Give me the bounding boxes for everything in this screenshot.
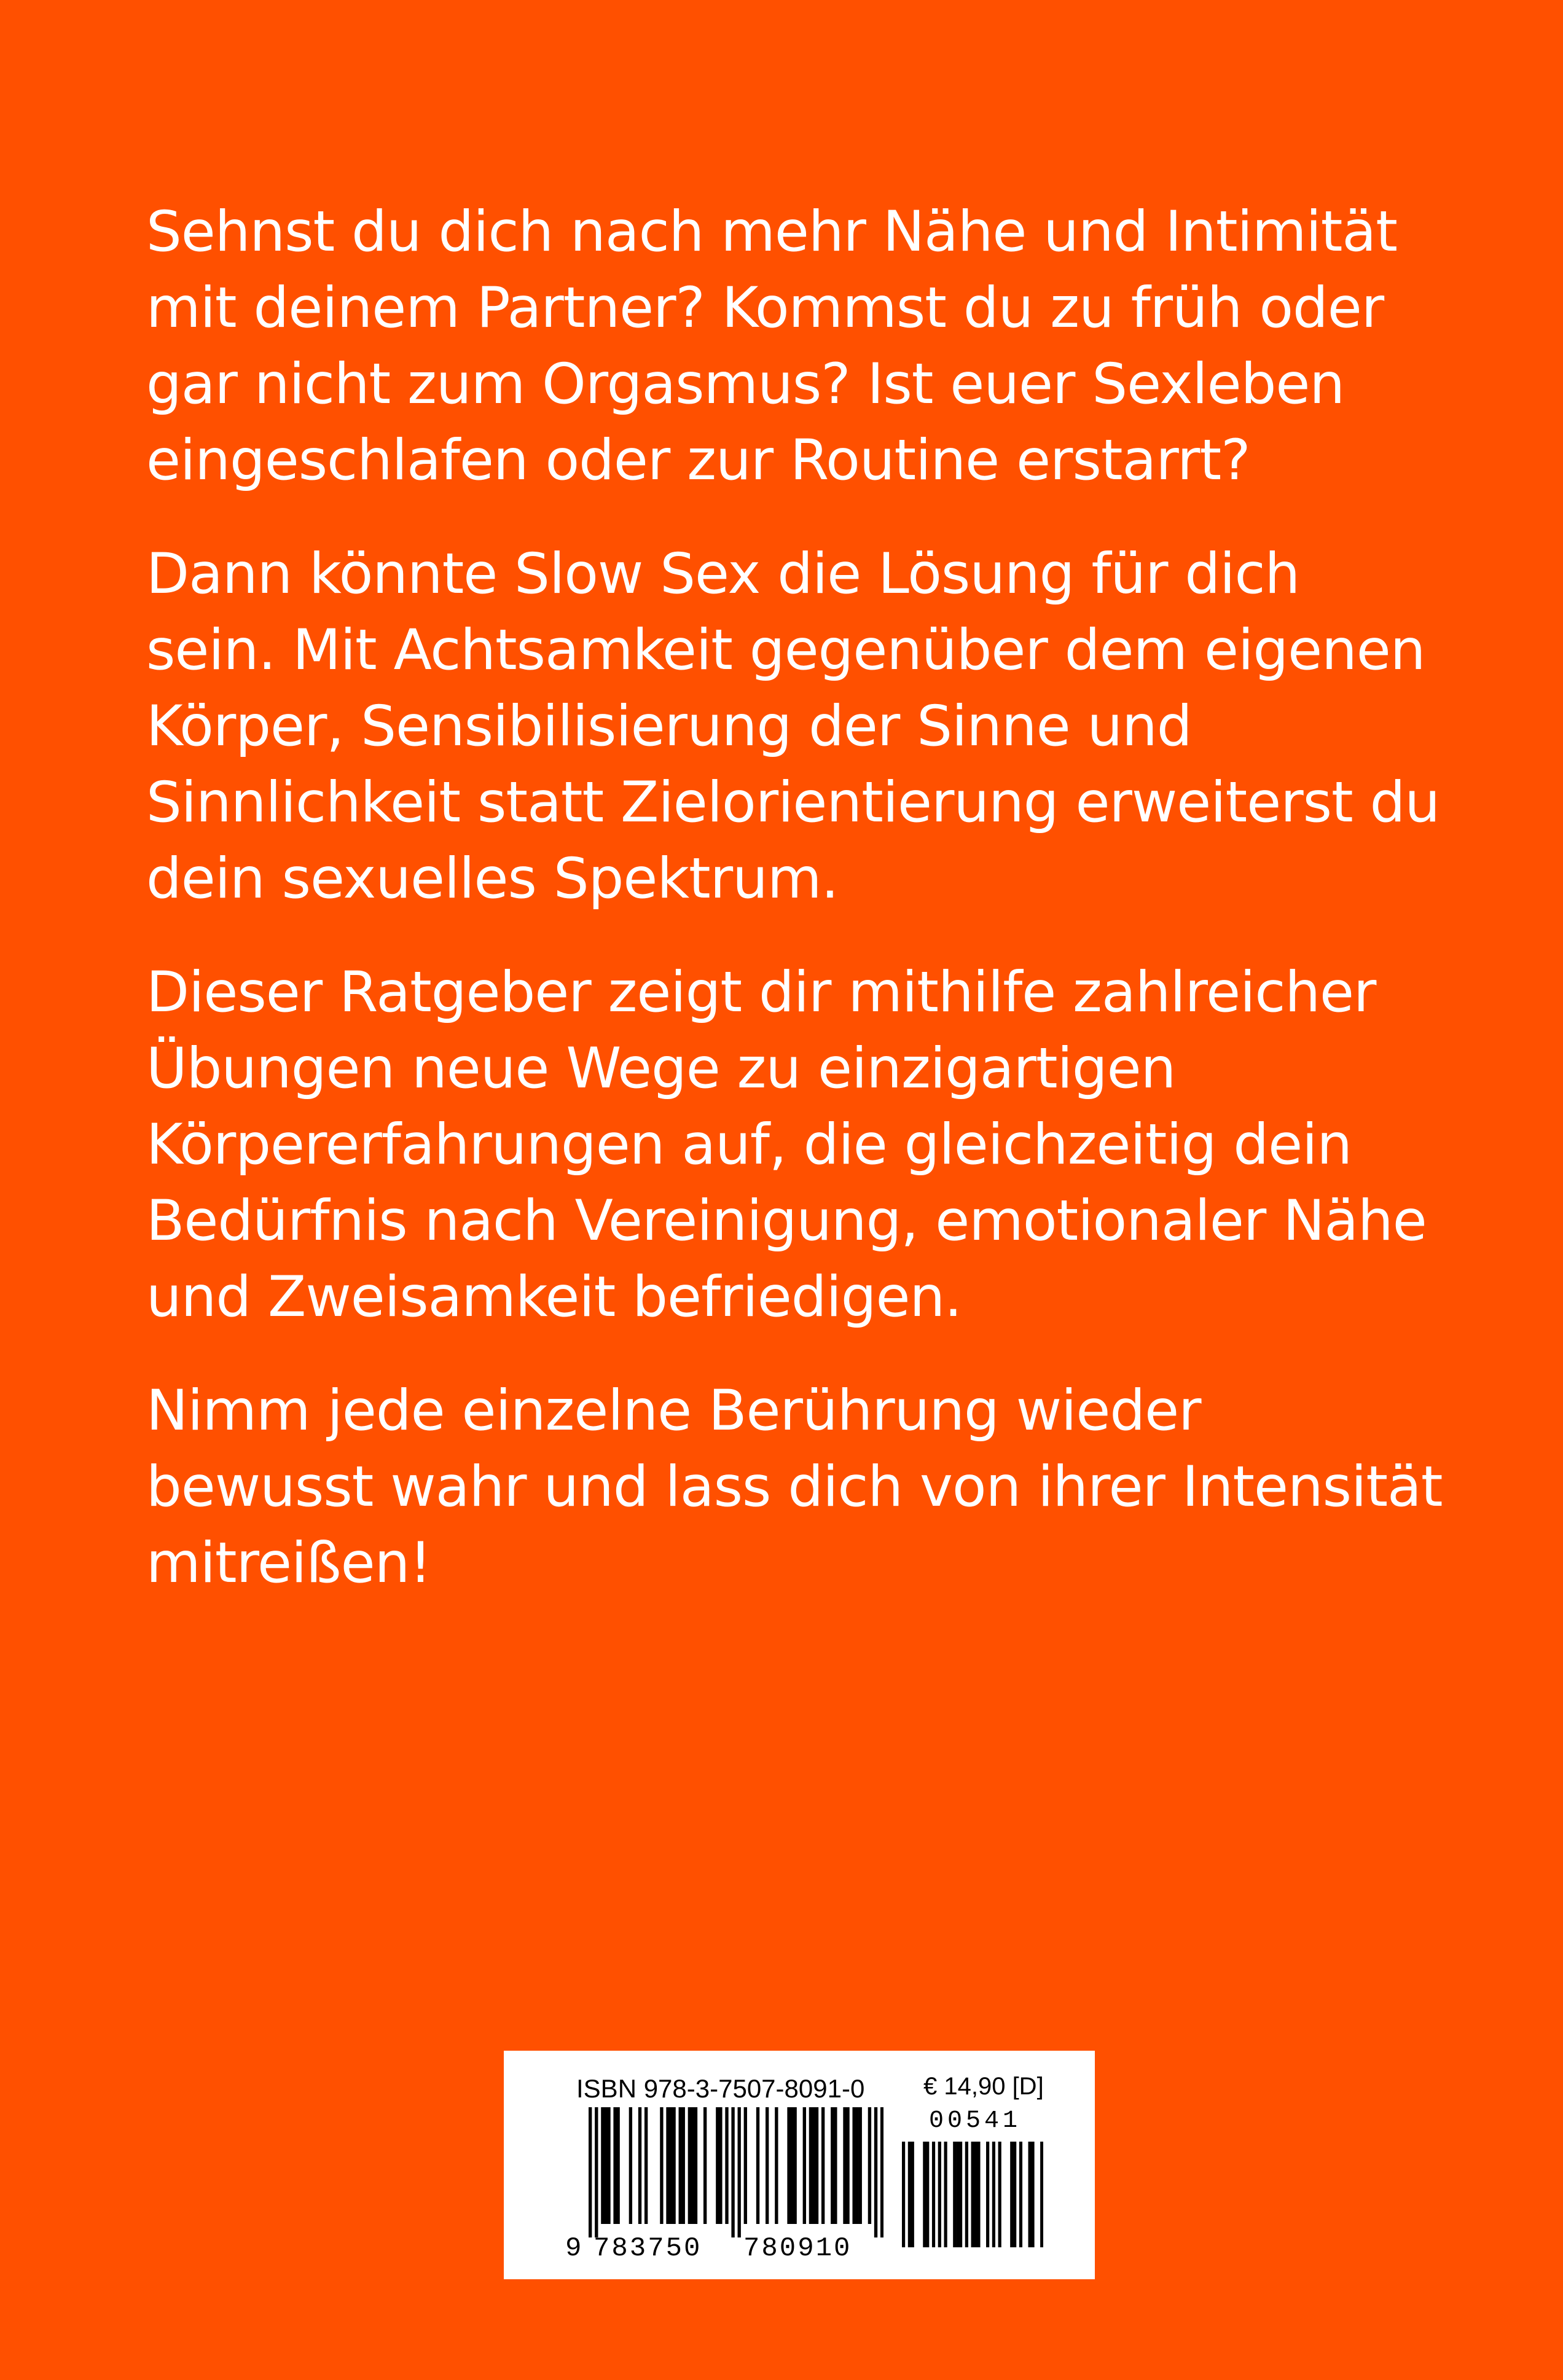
blurb-line: mitreißen! bbox=[146, 1531, 431, 1595]
addon-bar bbox=[932, 2142, 935, 2247]
addon-bar bbox=[992, 2142, 995, 2247]
addon-bar bbox=[1019, 2142, 1022, 2247]
barcode-bar bbox=[859, 2107, 862, 2224]
blurb-line: Körpererfahrungen auf, die gleichzeitig dein bbox=[146, 1113, 1352, 1177]
blurb-line: Bedürfnis nach Vereinigung, emotionaler Nähe bbox=[146, 1189, 1427, 1253]
barcode-bar bbox=[629, 2107, 632, 2224]
blurb-line: mit deinem Partner? Kommst du zu früh oder bbox=[146, 276, 1384, 340]
blurb-line: und Zweisamkeit befriedigen. bbox=[146, 1265, 962, 1329]
blurb-line: Übungen neue Wege zu einzigartigen bbox=[146, 1036, 1176, 1101]
barcode-bar bbox=[803, 2107, 806, 2224]
barcode-bar bbox=[790, 2107, 793, 2224]
blurb-line: Dieser Ratgeber zeigt dir mithilfe zahlreicher bbox=[146, 960, 1376, 1025]
addon-bar bbox=[908, 2142, 911, 2247]
blurb-paragraph-3 bbox=[146, 955, 1436, 1336]
blurb-line: Körper, Sensibilisierung der Sinne und bbox=[146, 694, 1192, 759]
addon-bar bbox=[1031, 2142, 1034, 2247]
barcode-bar bbox=[607, 2107, 610, 2224]
barcode-bar bbox=[682, 2107, 685, 2224]
addon-code: 00541 bbox=[929, 2107, 1022, 2135]
addon-bar bbox=[956, 2142, 959, 2247]
barcode-bar bbox=[787, 2107, 790, 2224]
barcode-bar bbox=[831, 2107, 834, 2224]
barcode-guard-bar bbox=[595, 2107, 598, 2237]
ean-barcode-bars bbox=[589, 2107, 883, 2237]
barcode-bar bbox=[601, 2107, 604, 2224]
addon-bar bbox=[1010, 2142, 1013, 2247]
addon-bar bbox=[998, 2142, 1001, 2247]
barcode-bar bbox=[638, 2107, 641, 2224]
barcode-bar bbox=[644, 2107, 648, 2224]
barcode-guard-bar bbox=[731, 2107, 734, 2237]
barcode-bar bbox=[812, 2107, 815, 2224]
blurb-line: dein sexuelles Spektrum. bbox=[146, 847, 839, 911]
barcode-bar bbox=[616, 2107, 619, 2224]
blurb-paragraph-4 bbox=[146, 1373, 1443, 1602]
barcode-bar bbox=[846, 2107, 849, 2224]
barcode-bar bbox=[843, 2107, 846, 2224]
barcode-bar bbox=[679, 2107, 682, 2224]
addon-bar bbox=[1028, 2142, 1032, 2247]
addon-bar bbox=[938, 2142, 941, 2247]
barcode-label bbox=[504, 2051, 1095, 2279]
ean-lead-digit: 9 bbox=[565, 2233, 582, 2264]
blurb-paragraph-1 bbox=[146, 194, 1436, 499]
barcode-bar bbox=[793, 2107, 796, 2224]
barcode-guard-bar bbox=[589, 2107, 592, 2237]
addon-bar bbox=[1040, 2142, 1043, 2247]
blurb-line: bewusst wahr und lass dich von ihrer Intensität bbox=[146, 1455, 1443, 1519]
addon-bar bbox=[926, 2142, 929, 2247]
isbn-number: ISBN 978-3-7507-8091-0 bbox=[576, 2074, 865, 2103]
addon-bar bbox=[953, 2142, 956, 2247]
barcode-bar bbox=[821, 2107, 825, 2224]
barcode-guard-bar bbox=[880, 2107, 883, 2237]
barcode-bar bbox=[613, 2107, 616, 2224]
barcode-bar bbox=[719, 2107, 722, 2224]
barcode-bar bbox=[672, 2107, 675, 2224]
barcode-bar bbox=[669, 2107, 672, 2224]
barcode-bar bbox=[809, 2107, 812, 2224]
barcode-bar bbox=[744, 2107, 747, 2224]
barcode-guard-bar bbox=[874, 2107, 877, 2237]
addon-bar bbox=[944, 2142, 947, 2247]
barcode-bar bbox=[868, 2107, 871, 2224]
barcode-bar bbox=[688, 2107, 691, 2224]
blurb-line: Nimm jede einzelne Berührung wieder bbox=[146, 1379, 1201, 1443]
addon-bar bbox=[974, 2142, 977, 2247]
ean-right-digits: 780910 bbox=[743, 2233, 852, 2264]
blurb-line: Sinnlichkeit statt Zielorientierung erweiterst du bbox=[146, 770, 1440, 835]
barcode-bar bbox=[691, 2107, 694, 2224]
addon-bar bbox=[965, 2142, 968, 2247]
addon-barcode-bars bbox=[902, 2142, 1043, 2247]
price-label: € 14,90 [D] bbox=[923, 2073, 1044, 2100]
addon-bar bbox=[959, 2142, 962, 2247]
barcode-bar bbox=[666, 2107, 669, 2224]
blurb-line: gar nicht zum Orgasmus? Ist euer Sexleben bbox=[146, 352, 1345, 417]
addon-bar bbox=[923, 2142, 926, 2247]
addon-bar bbox=[977, 2142, 980, 2247]
barcode-guard-bar bbox=[738, 2107, 741, 2237]
blurb-paragraph-2 bbox=[146, 536, 1440, 917]
barcode-bar bbox=[775, 2107, 778, 2224]
addon-bar bbox=[971, 2142, 974, 2247]
addon-bar bbox=[902, 2142, 905, 2247]
barcode-bar bbox=[703, 2107, 707, 2224]
barcode-bar bbox=[716, 2107, 719, 2224]
barcode-bar bbox=[725, 2107, 728, 2224]
barcode-bar bbox=[756, 2107, 759, 2224]
barcode-bar bbox=[604, 2107, 607, 2224]
barcode-bar bbox=[852, 2107, 855, 2224]
barcode-bar bbox=[660, 2107, 663, 2224]
blurb-line: Dann könnte Slow Sex die Lösung für dich bbox=[146, 542, 1300, 606]
blurb-line: sein. Mit Achtsamkeit gegenüber dem eigenen bbox=[146, 618, 1425, 683]
addon-bar bbox=[911, 2142, 914, 2247]
blurb-line: Sehnst du dich nach mehr Nähe und Intimität bbox=[146, 200, 1397, 264]
barcode-bar bbox=[766, 2107, 769, 2224]
ean-left-digits: 783750 bbox=[593, 2233, 702, 2264]
barcode-bar bbox=[834, 2107, 837, 2224]
barcode-bar bbox=[856, 2107, 859, 2224]
back-cover-blurb bbox=[146, 194, 1443, 1639]
blurb-line: eingeschlafen oder zur Routine erstarrt? bbox=[146, 428, 1250, 493]
barcode-bar bbox=[815, 2107, 818, 2224]
addon-bar bbox=[986, 2142, 989, 2247]
barcode-bar bbox=[694, 2107, 697, 2224]
addon-bar bbox=[1013, 2142, 1016, 2247]
